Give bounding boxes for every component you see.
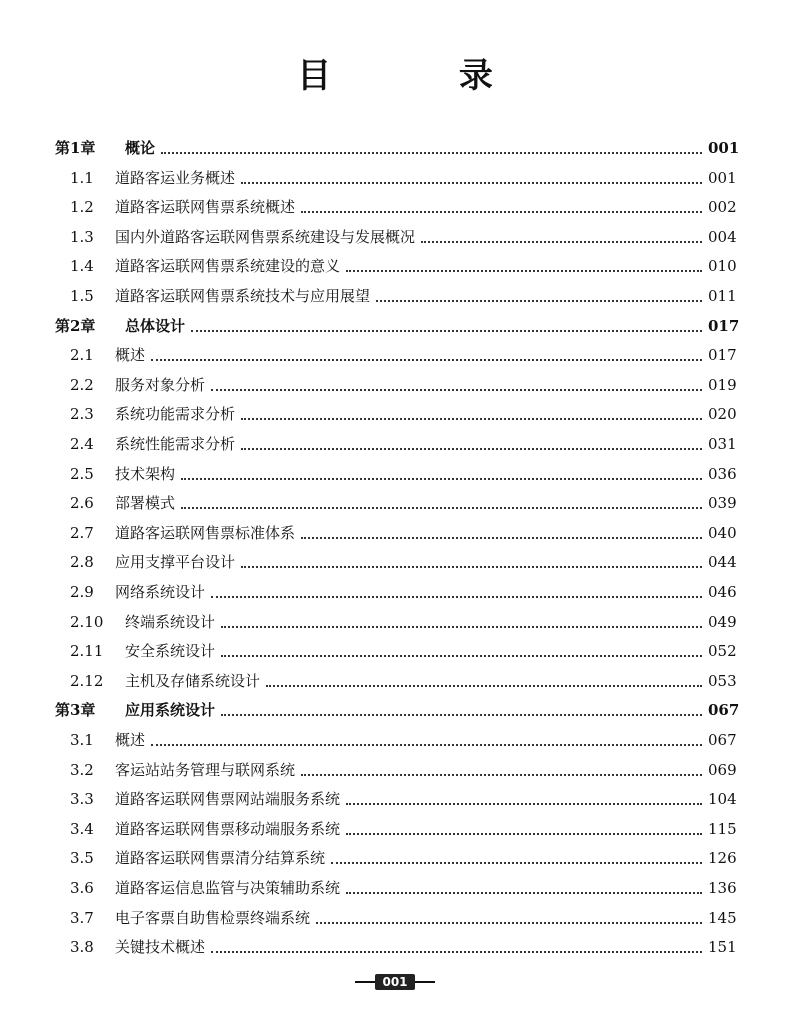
- entry-number: 2.3: [70, 405, 94, 424]
- dot-leader: [241, 562, 702, 568]
- entry-number: 3.5: [70, 849, 94, 868]
- entry-title: 概述: [115, 346, 146, 365]
- entry-number: 2.6: [70, 494, 94, 513]
- entry-page-number: 004: [708, 227, 737, 246]
- toc-section-entry: [70, 424, 736, 454]
- entry-title: 服务对象分析: [115, 375, 206, 394]
- entry-number: 2.11: [70, 642, 104, 661]
- toc-section-entry: [70, 513, 736, 543]
- dot-leader: [161, 148, 702, 154]
- entry-number: 1.5: [70, 287, 94, 305]
- entry-page-number: 040: [708, 523, 737, 542]
- toc-section-entry: [70, 661, 736, 691]
- entry-title: 终端系统设计: [125, 612, 216, 631]
- toc-section-entry: [70, 276, 736, 306]
- dot-leader: [181, 503, 702, 509]
- entry-number: 3.2: [70, 760, 94, 779]
- entry-number: 1.2: [70, 198, 94, 217]
- entry-page-number: 069: [708, 760, 737, 779]
- entry-page-number: 039: [708, 494, 737, 513]
- entry-page-number: 011: [708, 287, 737, 305]
- entry-number: 2.2: [70, 375, 94, 394]
- toc-section-entry: [70, 868, 736, 898]
- page-footer: [0, 974, 790, 990]
- entry-number: 2.9: [70, 583, 94, 601]
- entry-number: 3.7: [70, 908, 94, 927]
- entry-page-number: 151: [708, 938, 737, 957]
- entry-number: 第2章: [55, 316, 96, 335]
- toc-section-entry: [70, 927, 736, 957]
- entry-title: 道路客运联网售票标准体系: [115, 523, 296, 542]
- toc-section-entry: [70, 542, 736, 572]
- entry-title: 道路客运业务概述: [115, 168, 236, 187]
- toc-section-entry: [70, 720, 736, 750]
- entry-number: 2.10: [70, 612, 104, 631]
- dot-leader: [151, 355, 702, 361]
- entry-title: 安全系统设计: [125, 642, 216, 661]
- entry-page-number: 145: [708, 908, 737, 927]
- toc-section-entry: [70, 335, 736, 365]
- dot-leader: [421, 237, 702, 243]
- toc-section-entry: [70, 187, 736, 217]
- dot-leader: [181, 474, 702, 480]
- entry-number: 2.5: [70, 464, 94, 483]
- toc-section-entry: [70, 217, 736, 247]
- page-title: 目 录: [297, 56, 551, 96]
- entry-title: 概论: [125, 139, 156, 157]
- entry-page-number: 067: [708, 731, 737, 749]
- toc-section-entry: [70, 158, 736, 188]
- entry-number: 3.1: [70, 731, 94, 749]
- dot-leader: [301, 533, 702, 539]
- entry-title: 道路客运联网售票网站端服务系统: [115, 790, 341, 809]
- toc-section-entry: [70, 779, 736, 809]
- entry-title: 技术架构: [115, 464, 176, 483]
- footer-rule-left: [355, 981, 375, 983]
- dot-leader: [211, 947, 702, 953]
- entry-title: 应用系统设计: [125, 701, 216, 720]
- toc-section-entry: [70, 602, 736, 632]
- dot-leader: [266, 681, 702, 687]
- entry-title: 道路客运联网售票清分结算系统: [115, 849, 326, 868]
- entry-title: 主机及存储系统设计: [125, 671, 261, 690]
- entry-title: 电子客票自助售检票终端系统: [115, 908, 311, 927]
- entry-title: 总体设计: [125, 316, 186, 335]
- entry-number: 1.3: [70, 227, 94, 246]
- entry-page-number: 115: [708, 819, 737, 838]
- entry-title: 国内外道路客运联网售票系统建设与发展概况: [115, 227, 416, 246]
- entry-number: 1.1: [70, 168, 94, 187]
- entry-page-number: 019: [708, 375, 737, 394]
- toc-chapter-entry: [55, 690, 740, 720]
- entry-title: 关键技术概述: [115, 938, 206, 957]
- dot-leader: [346, 266, 702, 272]
- entry-title: 应用支撑平台设计: [115, 553, 236, 572]
- entry-page-number: 001: [708, 168, 737, 187]
- toc-section-entry: [70, 365, 736, 395]
- entry-page-number: 136: [708, 879, 737, 897]
- dot-leader: [211, 592, 702, 598]
- entry-title: 客运站站务管理与联网系统: [115, 760, 296, 779]
- entry-page-number: 017: [708, 316, 740, 335]
- dot-leader: [151, 740, 702, 746]
- toc-section-entry: [70, 483, 736, 513]
- dot-leader: [191, 326, 702, 332]
- entry-page-number: 020: [708, 405, 737, 424]
- entry-page-number: 017: [708, 346, 737, 365]
- dot-leader: [241, 444, 702, 450]
- entry-page-number: 044: [708, 553, 737, 572]
- entry-number: 1.4: [70, 257, 94, 276]
- entry-number: 2.8: [70, 553, 94, 572]
- dot-leader: [301, 207, 702, 213]
- entry-page-number: 010: [708, 257, 737, 276]
- dot-leader: [346, 888, 702, 894]
- entry-number: 2.12: [70, 671, 104, 690]
- entry-title: 网络系统设计: [115, 583, 206, 601]
- toc-section-entry: [70, 454, 736, 484]
- entry-title: 道路客运联网售票系统建设的意义: [115, 257, 341, 276]
- entry-page-number: 053: [708, 671, 737, 690]
- toc-section-entry: [70, 898, 736, 928]
- entry-page-number: 046: [708, 583, 737, 601]
- toc-section-entry: [70, 572, 736, 602]
- entry-page-number: 036: [708, 464, 737, 483]
- toc-section-entry: [70, 838, 736, 868]
- dot-leader: [316, 918, 702, 924]
- entry-page-number: 002: [708, 198, 737, 217]
- entry-title: 道路客运联网售票系统概述: [115, 198, 296, 217]
- entry-number: 3.8: [70, 938, 94, 957]
- entry-number: 第1章: [55, 139, 96, 157]
- dot-leader: [346, 829, 702, 835]
- toc-section-entry: [70, 631, 736, 661]
- entry-page-number: 001: [708, 139, 740, 157]
- toc-section-entry: [70, 809, 736, 839]
- entry-title: 概述: [115, 731, 146, 749]
- entry-page-number: 052: [708, 642, 737, 661]
- entry-number: 3.6: [70, 879, 94, 897]
- entry-title: 部署模式: [115, 494, 176, 513]
- entry-page-number: 104: [708, 790, 737, 809]
- entry-title: 道路客运信息监管与决策辅助系统: [115, 879, 341, 897]
- footer-page-number: 001: [375, 974, 414, 990]
- dot-leader: [376, 296, 702, 302]
- entry-page-number: 126: [708, 849, 737, 868]
- dot-leader: [241, 414, 702, 420]
- toc-section-entry: [70, 394, 736, 424]
- dot-leader: [346, 799, 702, 805]
- entry-page-number: 067: [708, 701, 740, 720]
- dot-leader: [331, 858, 702, 864]
- entry-number: 2.7: [70, 523, 94, 542]
- entry-number: 第3章: [55, 701, 96, 720]
- entry-title: 系统功能需求分析: [115, 405, 236, 424]
- entry-title: 道路客运联网售票移动端服务系统: [115, 819, 341, 838]
- toc-chapter-entry: [55, 128, 740, 158]
- entry-number: 2.1: [70, 346, 94, 365]
- dot-leader: [221, 651, 702, 657]
- toc-section-entry: [70, 246, 736, 276]
- dot-leader: [221, 622, 702, 628]
- entry-number: 3.3: [70, 790, 94, 809]
- dot-leader: [221, 710, 702, 716]
- toc-chapter-entry: [55, 306, 740, 336]
- toc-section-entry: [70, 750, 736, 780]
- dot-leader: [211, 385, 702, 391]
- entry-number: 3.4: [70, 819, 94, 838]
- entry-title: 系统性能需求分析: [115, 435, 236, 453]
- entry-page-number: 031: [708, 435, 737, 453]
- entry-title: 道路客运联网售票系统技术与应用展望: [115, 287, 371, 305]
- entry-number: 2.4: [70, 435, 94, 453]
- footer-rule-right: [415, 981, 435, 983]
- entry-page-number: 049: [708, 612, 737, 631]
- dot-leader: [301, 770, 702, 776]
- dot-leader: [241, 178, 702, 184]
